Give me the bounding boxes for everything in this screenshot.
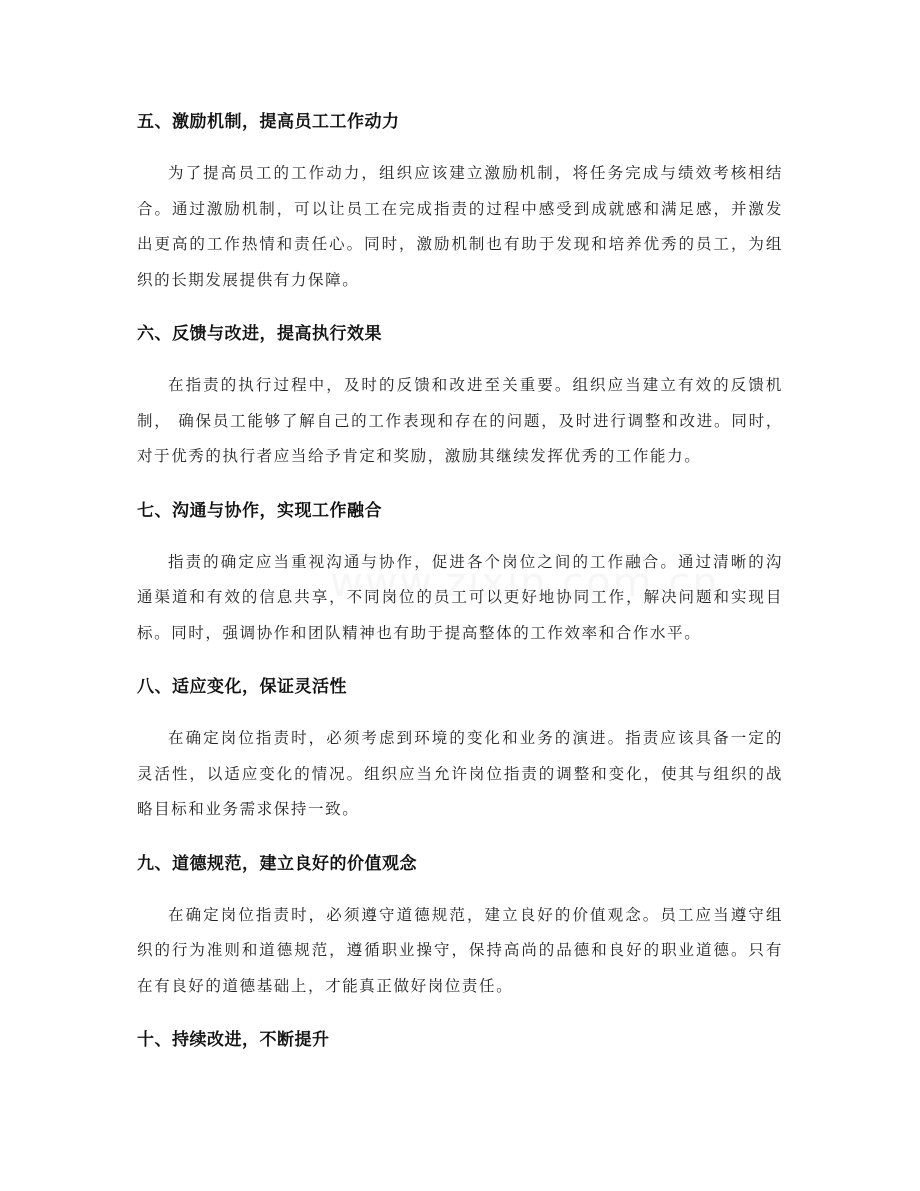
section-7 [137,495,783,672]
section-paragraph: 指责的确定应当重视沟通与协作，促进各个岗位之间的工作融合。通过清晰的沟通渠道和有效的信息共享，不同岗位的员工可以更好地协同工作，解决问题和实现目标。同时，强调协作和团队精神也有助于提高整体的工作效率和合作水平。 [137,552,783,642]
section-heading: 七、沟通与协作，实现工作融合 [137,500,382,521]
section-10 [137,1024,783,1056]
section-heading: 十、持续改进，不断提升 [137,1030,330,1050]
section-heading: 八、适应变化，保证灵活性 [137,677,347,697]
section-heading: 五、激励机制，提高员工工作动力 [137,112,400,132]
section-5 [137,106,783,318]
section-8 [137,671,783,848]
section-paragraph: 在确定岗位指责时，必须遵守道德规范，建立良好的价值观念。员工应当遵守组织的行为准则和道德规范，遵循职业操守，保持高尚的品德和良好的职业道德。只有在有良好的道德基础上，才能真正做好岗位责任。 [137,905,783,995]
section-6 [137,318,783,495]
section-paragraph: 在确定岗位指责时，必须考虑到环境的变化和业务的演进。指责应该具备一定的灵活性，以适应变化的情况。组织应当允许岗位指责的调整和变化，使其与组织的战略目标和业务需求保持一致。 [137,729,783,818]
section-heading: 九、道德规范，建立良好的价值观念 [137,853,417,874]
section-paragraph: 为了提高员工的工作动力，组织应该建立激励机制，将任务完成与绩效考核相结合。通过激励机制，可以让员工在完成指责的过程中感受到成就感和满足感，并激发出更高的工作热情和责任心。同时，激励机制也有助于发现和培养优秀的员工，为组织的长期发展提供有力保障。 [137,164,783,289]
section-9 [137,848,783,1025]
section-heading: 六、反馈与改进，提高执行效果 [137,324,382,344]
document-body [137,106,783,1056]
section-paragraph: 在指责的执行过程中，及时的反馈和改进至关重要。组织应当建立有效的反馈机制， 确保员工能够了解自己的工作表现和存在的问题，及时进行调整和改进。同时，对于优秀的执行者应当给予肯定和奖励，激励其继续发挥优秀的工作能力。 [137,376,783,465]
